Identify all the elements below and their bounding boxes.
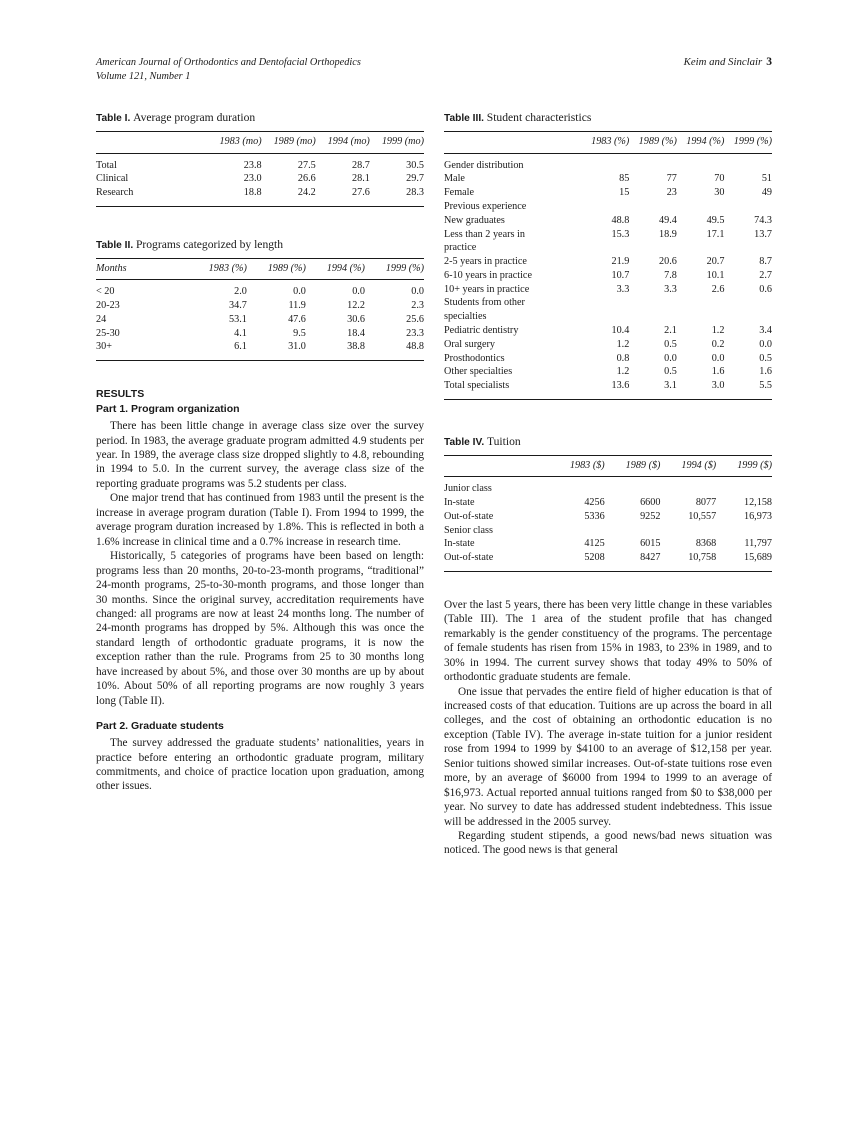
table-3-r1-label: Male	[444, 173, 465, 185]
table-row	[444, 242, 772, 256]
table-3-r16-label: Total specialists	[444, 380, 582, 400]
table-4-header-row	[444, 455, 772, 477]
table-1-label: Table I.	[96, 113, 131, 124]
table-1-r1-label: Clinical	[96, 173, 129, 185]
table-2-r2-c2: 30.6	[347, 313, 365, 325]
table-3-r8-c0: 10.7	[611, 269, 630, 281]
part2-heading: Part 2. Graduate students	[96, 720, 224, 733]
table-4-r1-c3: 12,158	[743, 497, 772, 509]
table-2-r0-c1: 0.0	[293, 286, 306, 298]
table-4-r4-c1: 6015	[640, 538, 661, 550]
table-1-col-4: 1999 (mo)	[370, 132, 424, 154]
table-row	[444, 324, 772, 338]
table-2-r4-c2: 38.8	[306, 341, 365, 361]
table-3-r4-label: New graduates	[444, 214, 505, 226]
table-4-label: Table IV.	[444, 436, 485, 448]
table-3-r3-c2	[677, 200, 725, 214]
table-1-r2-c0: 18.8	[208, 187, 262, 207]
left-column	[96, 110, 424, 794]
table-3-r0-c1	[629, 153, 677, 173]
table-3-r3-c1	[629, 200, 677, 214]
table-4-r2-label: Out-of-state	[444, 510, 494, 522]
table-3-r14-c2: 0.0	[711, 352, 725, 364]
table-4-r4-c3: 11,797	[744, 538, 772, 550]
table-row	[96, 187, 424, 207]
table-3-col-1: 1983 (%)	[582, 132, 630, 154]
table-3-r2-c1: 23	[666, 187, 677, 199]
table-row	[444, 297, 772, 311]
table-row	[96, 341, 424, 361]
table-4-body	[444, 477, 772, 572]
table-3-r10-c2	[677, 297, 725, 311]
table-row	[444, 153, 772, 173]
table-1-r2-label: Research	[96, 187, 208, 207]
table-3-r10-c1	[629, 297, 677, 311]
table-1-r0-c0: 23.8	[243, 159, 262, 171]
right-paragraph-3: Regarding student stipends, a good news/bad news situation was noticed. The good news is that general	[444, 830, 772, 857]
table-3-r2-c2: 30	[714, 187, 725, 199]
table-4-r5-c0: 5208	[549, 552, 605, 572]
table-2-col-2: 1989 (%)	[247, 258, 306, 280]
table-3-r4-c1: 49.4	[659, 214, 677, 226]
table-row	[96, 173, 424, 187]
table-1-r0-c2: 28.7	[352, 159, 370, 171]
table-3-r11-c2	[677, 311, 725, 325]
table-4-r0-c1	[605, 477, 661, 497]
table-4-col-3: 1994 ($)	[660, 455, 716, 477]
table-4-col-0	[444, 455, 549, 477]
table-3-r10-label: Students from other	[444, 297, 525, 309]
table-3-r2-label: Female	[444, 187, 474, 199]
table-1-r2-c3: 28.3	[370, 187, 424, 207]
author-names: Keim and Sinclair	[683, 56, 763, 68]
table-row	[444, 380, 772, 400]
table-3-r12-c3: 3.4	[759, 324, 772, 336]
table-3-r5-c1: 18.9	[659, 228, 677, 240]
table-row	[96, 280, 424, 300]
part1-heading: Part 1. Program organization	[96, 403, 240, 416]
table-3-header-row	[444, 132, 772, 154]
part1-paragraph-2: One major trend that has continued from 1983 until the present is the increase in average program duration (Table I). From 1994 to 1999, the average program duration increased by 1.8%. This is reflected in both a 1.6% increase in clinical time and a 0.7% increase in research time.	[96, 492, 424, 548]
table-3-r9-c0: 3.3	[616, 283, 630, 295]
table-3-r1-c0: 85	[619, 173, 630, 185]
table-2-r2-label: 24	[96, 313, 107, 325]
table-2-caption	[96, 237, 424, 253]
table-row	[444, 552, 772, 572]
table-3-block	[444, 110, 772, 400]
table-1-r2-c2: 27.6	[316, 187, 370, 207]
table-4-col-1: 1983 ($)	[549, 455, 605, 477]
table-3-r10-c3	[724, 297, 772, 311]
table-4-r0-c2	[660, 477, 716, 497]
table-2-r3-c2: 18.4	[347, 327, 365, 339]
table-3-r8-c2: 10.1	[706, 269, 725, 281]
table-4-r3-c0	[549, 524, 605, 538]
journal-volume: Volume 121, Number 1	[96, 70, 191, 82]
table-3-r3-c3	[724, 200, 772, 214]
results-heading: RESULTS	[96, 388, 145, 401]
table-1	[96, 131, 424, 207]
table-3-r12-c2: 1.2	[711, 324, 725, 336]
table-2-r2-c0: 53.1	[229, 313, 247, 325]
table-4-r2-c1: 9252	[640, 510, 661, 522]
table-3-r15-c3: 1.6	[759, 366, 772, 378]
table-row	[444, 269, 772, 283]
table-1-col-1: 1983 (mo)	[208, 132, 262, 154]
table-4-r5-c2: 10,758	[660, 552, 716, 572]
table-3-r13-label: Oral surgery	[444, 338, 496, 350]
table-4-r0-label: Junior class	[444, 483, 492, 495]
table-2-label: Table II.	[96, 239, 134, 251]
table-3-r5-c3: 13.7	[754, 228, 772, 240]
table-row	[444, 538, 772, 552]
table-4-r1-c0: 4256	[584, 497, 605, 509]
table-3-r2-c0: 15	[619, 187, 630, 199]
running-head	[96, 56, 772, 83]
table-2-r1-c1: 11.9	[288, 300, 306, 312]
table-3-r8-c1: 7.8	[664, 269, 677, 281]
table-3-r14-c0: 0.8	[616, 352, 630, 364]
table-3-r15-c1: 0.5	[664, 366, 677, 378]
table-3-r15-c0: 1.2	[616, 366, 630, 378]
table-2-r3-c3: 23.3	[406, 327, 424, 339]
table-2-r0-label: < 20	[96, 286, 115, 298]
table-2-r1-label: 20-23	[96, 300, 120, 312]
table-2-col-4: 1999 (%)	[365, 258, 424, 280]
table-3-r7-c1: 20.6	[659, 256, 677, 268]
part2-paragraph-1: The survey addressed the graduate students’ nationalities, years in practice before entering an orthodontic graduate program, military commitments, and choice of practice location upon graduation, among other issues.	[96, 737, 424, 793]
table-3-r9-label: 10+ years in practice	[444, 283, 530, 295]
table-1-r1-c3: 29.7	[406, 173, 424, 185]
table-2-r2-c1: 47.6	[288, 313, 306, 325]
table-2-r3-label: 25-30	[96, 327, 120, 339]
table-4-r2-c3: 16,973	[743, 510, 772, 522]
table-4-r1-c1: 6600	[640, 497, 661, 509]
table-3-r12-label: Pediatric dentistry	[444, 324, 519, 336]
table-3-r0-c0	[582, 153, 630, 173]
table-3-r9-c3: 0.6	[759, 283, 772, 295]
table-row	[96, 300, 424, 314]
table-1-title: Average program duration	[133, 111, 256, 124]
table-3-r13-c1: 0.5	[664, 338, 677, 350]
table-2	[96, 258, 424, 361]
table-3-col-4: 1999 (%)	[724, 132, 772, 154]
table-row	[444, 338, 772, 352]
table-row	[444, 311, 772, 325]
table-3-r16-c1: 3.1	[629, 380, 677, 400]
table-4-col-2: 1989 ($)	[605, 455, 661, 477]
table-4-r4-label: In-state	[444, 538, 475, 550]
table-3-r1-c2: 70	[714, 173, 725, 185]
table-3-r7-c2: 20.7	[706, 256, 725, 268]
table-row	[444, 366, 772, 380]
table-3-r9-c2: 2.6	[711, 283, 725, 295]
table-3-r15-label: Other specialties	[444, 366, 513, 378]
table-2-r4-c3: 48.8	[365, 341, 424, 361]
table-row	[444, 510, 772, 524]
running-head-journal	[96, 56, 361, 83]
table-4-r3-c1	[605, 524, 661, 538]
table-row	[444, 283, 772, 297]
table-row	[444, 496, 772, 510]
table-3-r11-c3	[724, 311, 772, 325]
table-3-r5-c0: 15.3	[611, 228, 630, 240]
table-3-r6-c3	[724, 242, 772, 256]
table-4-r3-c3	[716, 524, 772, 538]
table-4-r1-label: In-state	[444, 497, 475, 509]
table-row	[444, 477, 772, 497]
table-row	[444, 214, 772, 228]
table-3-r4-c3: 74.3	[754, 214, 772, 226]
table-3-r11-c1	[629, 311, 677, 325]
table-3-title: Student characteristics	[486, 111, 592, 124]
table-3-r13-c3: 0.0	[759, 338, 772, 350]
table-2-title: Programs categorized by length	[135, 237, 284, 251]
table-4	[444, 455, 772, 572]
right-paragraph-1: Over the last 5 years, there has been very little change in these variables (Table III). The 1 area of the student profile that has changed remarkably is the gender constituency of the programs. The percentage of female students has risen from 15% in 1983, to 23% in 1989, and to 30% in 1994. The current survey shows that today 49% to 50% of orthodontic graduate students are female.	[444, 598, 772, 684]
page-number: 3	[766, 56, 772, 68]
table-1-col-2: 1989 (mo)	[262, 132, 316, 154]
table-3-r14-c3: 0.5	[759, 352, 772, 364]
table-2-r1-c0: 34.7	[229, 300, 247, 312]
table-3-r16-c2: 3.0	[677, 380, 725, 400]
table-1-r1-c0: 23.0	[243, 173, 262, 185]
table-1-r0-c1: 27.5	[297, 159, 316, 171]
running-head-authors	[684, 56, 772, 70]
table-3-r7-label: 2-5 years in practice	[444, 256, 527, 268]
table-3-r8-c3: 2.7	[759, 269, 772, 281]
table-3-r15-c2: 1.6	[711, 366, 725, 378]
part1-paragraph-3: Historically, 5 categories of programs have been based on length: programs less than 20 months, 20-to-23-month programs, “traditional” 24-month programs, 25-to-30-month programs, and those longer than 30 months. Since the original survey, accreditation requirements have changed: all programs are now at least 24 months long. The number of 24-month programs has dropped by 5%. Although this was once the standard length of orthodontic graduate programs, it is now the exception rather than the rule. Programs from 25 to 30 months long have increased by about 5%, and those over 30 months are up by about 10%. About 50% of all reporting programs are now roughly 3 years long (Table II).	[96, 550, 424, 707]
table-3-body	[444, 153, 772, 399]
table-1-r2-c1: 24.2	[262, 187, 316, 207]
table-3-label: Table III.	[444, 113, 485, 124]
table-3	[444, 131, 772, 400]
table-row	[96, 153, 424, 173]
table-3-r7-c0: 21.9	[611, 256, 630, 268]
table-3-r0-c2	[677, 153, 725, 173]
table-3-r2-c3: 49	[761, 187, 772, 199]
table-4-r1-c2: 8077	[695, 497, 717, 509]
table-4-r4-c2: 8368	[695, 538, 717, 550]
table-2-r4-c1: 31.0	[247, 341, 306, 361]
table-3-col-0	[444, 132, 582, 154]
table-2-r0-c2: 0.0	[352, 286, 365, 298]
table-3-r4-c2: 49.5	[706, 214, 725, 226]
table-3-r0-label: Gender distribution	[444, 159, 524, 171]
table-2-r4-label: 30+	[96, 341, 188, 361]
table-2-r1-c3: 2.3	[411, 300, 424, 312]
table-4-r2-c2: 10,557	[688, 510, 717, 522]
table-3-r14-c1: 0.0	[664, 352, 677, 364]
table-2-r2-c3: 25.6	[406, 313, 424, 325]
table-row	[444, 200, 772, 214]
table-3-r6-c0	[582, 242, 630, 256]
table-3-r3-c0	[582, 200, 630, 214]
table-2-r3-c0: 4.1	[234, 327, 247, 339]
table-4-col-4: 1999 ($)	[716, 455, 772, 477]
table-2-header-row	[96, 258, 424, 280]
table-1-block	[96, 110, 424, 207]
table-3-r5-label: Less than 2 years in	[444, 228, 525, 240]
table-3-r4-c0: 48.8	[611, 214, 630, 226]
table-3-r11-c0	[582, 311, 630, 325]
table-4-r5-label: Out-of-state	[444, 552, 549, 572]
table-1-r0-label: Total	[96, 159, 117, 171]
table-3-r12-c1: 2.1	[664, 324, 677, 336]
table-3-col-3: 1994 (%)	[677, 132, 725, 154]
table-2-col-0: Months	[96, 258, 188, 280]
table-2-r3-c1: 9.5	[293, 327, 306, 339]
table-row	[96, 327, 424, 341]
table-3-r14-label: Prosthodontics	[444, 352, 505, 364]
table-1-r0-c3: 30.5	[406, 159, 424, 171]
table-3-r9-c1: 3.3	[664, 283, 677, 295]
table-row	[444, 228, 772, 242]
table-3-r7-c3: 8.7	[759, 256, 772, 268]
table-3-r6-c2	[677, 242, 725, 256]
table-3-r1-c1: 77	[666, 173, 677, 185]
table-3-r3-label: Previous experience	[444, 200, 527, 212]
table-4-block	[444, 434, 772, 572]
table-2-r0-c0: 2.0	[234, 286, 247, 298]
right-column	[444, 110, 772, 858]
table-row	[444, 524, 772, 538]
journal-title: American Journal of Orthodontics and Dentofacial Orthopedics	[96, 57, 361, 68]
right-paragraph-2: One issue that pervades the entire field of higher education is that of increased costs of that education. Tuitions are up across the board in all colleges, and the cost of obtaining an orthodontic education is no exception (Table IV). The average in-state tuition for a junior resident rose from 1994 to 1999 by $4100 to an average of $12,158 per year. Senior tuitions showed similar increases. Out-of-state tuitions rose even more, by an average of $6000 from 1994 to 1999 to an average of $16,973. Actual reported annual tuitions ranged from $0 to $38,000 per year. No survey to date has addressed student indebtedness. This issue will be addressed in the 2005 survey.	[444, 685, 772, 828]
table-1-col-3: 1994 (mo)	[316, 132, 370, 154]
table-2-r4-c0: 6.1	[188, 341, 247, 361]
table-row	[444, 352, 772, 366]
table-row	[96, 313, 424, 327]
table-3-r11-label: specialties	[444, 311, 487, 323]
table-row	[444, 255, 772, 269]
table-1-r1-c1: 26.6	[297, 173, 316, 185]
table-3-r5-c2: 17.1	[706, 228, 725, 240]
table-row	[444, 187, 772, 201]
table-2-col-1: 1983 (%)	[188, 258, 247, 280]
table-4-r3-label: Senior class	[444, 524, 493, 536]
table-3-r16-c3: 5.5	[724, 380, 772, 400]
table-4-r5-c1: 8427	[605, 552, 661, 572]
table-2-block	[96, 237, 424, 361]
table-3-r13-c2: 0.2	[711, 338, 725, 350]
table-3-r10-c0	[582, 297, 630, 311]
table-3-caption	[444, 110, 772, 126]
part1-paragraph-1: There has been little change in average class size over the survey period. In 1983, the average graduate program admitted 4.9 students per year. In 1989, the average class size dropped slightly to 4.8, rebounding in 1994 to 5.0. In the current survey, the average class size of the reporting graduate programs was 5.2 students per class.	[96, 420, 424, 490]
table-4-r4-c0: 4125	[584, 538, 605, 550]
table-4-r0-c3	[716, 477, 772, 497]
table-1-header-row	[96, 132, 424, 154]
table-4-r3-c2	[660, 524, 716, 538]
table-1-caption	[96, 110, 424, 126]
table-4-r5-c3: 15,689	[716, 552, 772, 572]
table-3-r8-label: 6-10 years in practice	[444, 269, 532, 281]
right-column-text	[444, 598, 772, 858]
table-4-title: Tuition	[486, 434, 521, 448]
table-3-r6-label: practice	[444, 242, 477, 254]
table-3-r12-c0: 10.4	[611, 324, 630, 336]
table-4-r0-c0	[549, 477, 605, 497]
table-2-r0-c3: 0.0	[411, 286, 424, 298]
table-row	[444, 173, 772, 187]
results-section	[96, 387, 424, 794]
table-3-r1-c3: 51	[761, 173, 772, 185]
table-4-r2-c0: 5336	[584, 510, 605, 522]
table-3-r13-c0: 1.2	[616, 338, 630, 350]
table-3-col-2: 1989 (%)	[629, 132, 677, 154]
table-2-body	[96, 280, 424, 361]
table-2-col-3: 1994 (%)	[306, 258, 365, 280]
table-3-r6-c1	[629, 242, 677, 256]
table-3-r16-c0: 13.6	[582, 380, 630, 400]
table-2-r1-c2: 12.2	[347, 300, 365, 312]
table-3-r0-c3	[724, 153, 772, 173]
table-1-r1-c2: 28.1	[352, 173, 370, 185]
table-1-col-0	[96, 132, 208, 154]
table-4-caption	[444, 434, 772, 450]
